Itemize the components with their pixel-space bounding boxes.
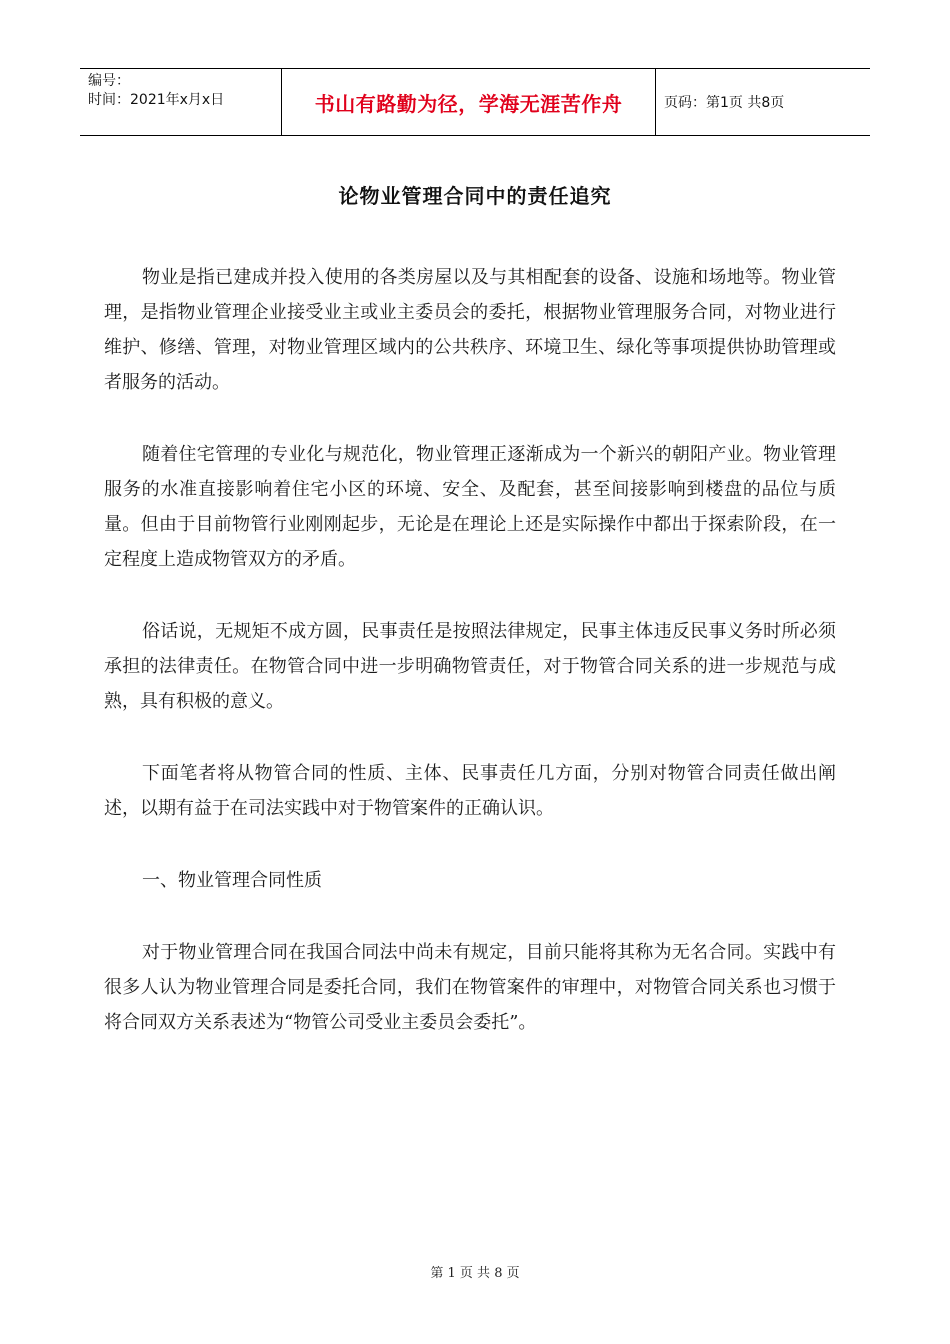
header-page-info: 页码：第1页 共8页 (664, 95, 785, 111)
page-footer: 第 1 页 共 8 页 (430, 1266, 520, 1281)
section-heading: 一、物业管理合同性质 (142, 870, 322, 891)
document-title: 论物业管理合同中的责任追究 (338, 184, 612, 208)
document-date: 时间：2021年x月x日 (88, 92, 225, 108)
paragraph-4: 下面笔者将从物管合同的性质、主体、民事责任几方面，分别对物管合同责任做出阐述，以期有益于在司法实践中对于物管案件的正确认识。 (104, 763, 836, 819)
header-motto: 书山有路勤为径，学海无涯苦作舟 (282, 69, 656, 135)
paragraph-3: 俗话说，无规矩不成方圆，民事责任是按照法律规定，民事主体违反民事义务时所必须承担的法律责任。在物管合同中进一步明确物管责任，对于物管合同关系的进一步规范与成熟，具有积极的意义。 (104, 621, 836, 712)
header-meta (80, 69, 282, 135)
paragraph-5: 对于物业管理合同在我国合同法中尚未有规定，目前只能将其称为无名合同。实践中有很多人认为物业管理合同是委托合同，我们在物管案件的审理中，对物管合同关系也习惯于将合同双方关系表述为“物管公司受业主委员会委托”。 (104, 942, 836, 1033)
document-number-label: 编号： (88, 73, 130, 89)
header-table (80, 68, 870, 136)
document-body (104, 260, 836, 1077)
paragraph-2: 随着住宅管理的专业化与规范化，物业管理正逐渐成为一个新兴的朝阳产业。物业管理服务的水准直接影响着住宅小区的环境、安全、及配套，甚至间接影响到楼盘的品位与质量。但由于目前物管行业刚刚起步，无论是在理论上还是实际操作中都出于探索阶段，在一定程度上造成物管双方的矛盾。 (104, 444, 836, 570)
paragraph-1: 物业是指已建成并投入使用的各类房屋以及与其相配套的设备、设施和场地等。物业管理，是指物业管理企业接受业主或业主委员会的委托，根据物业管理服务合同，对物业进行维护、修缮、管理，对物业管理区域内的公共秩序、环境卫生、绿化等事项提供协助管理或者服务的活动。 (104, 267, 836, 393)
